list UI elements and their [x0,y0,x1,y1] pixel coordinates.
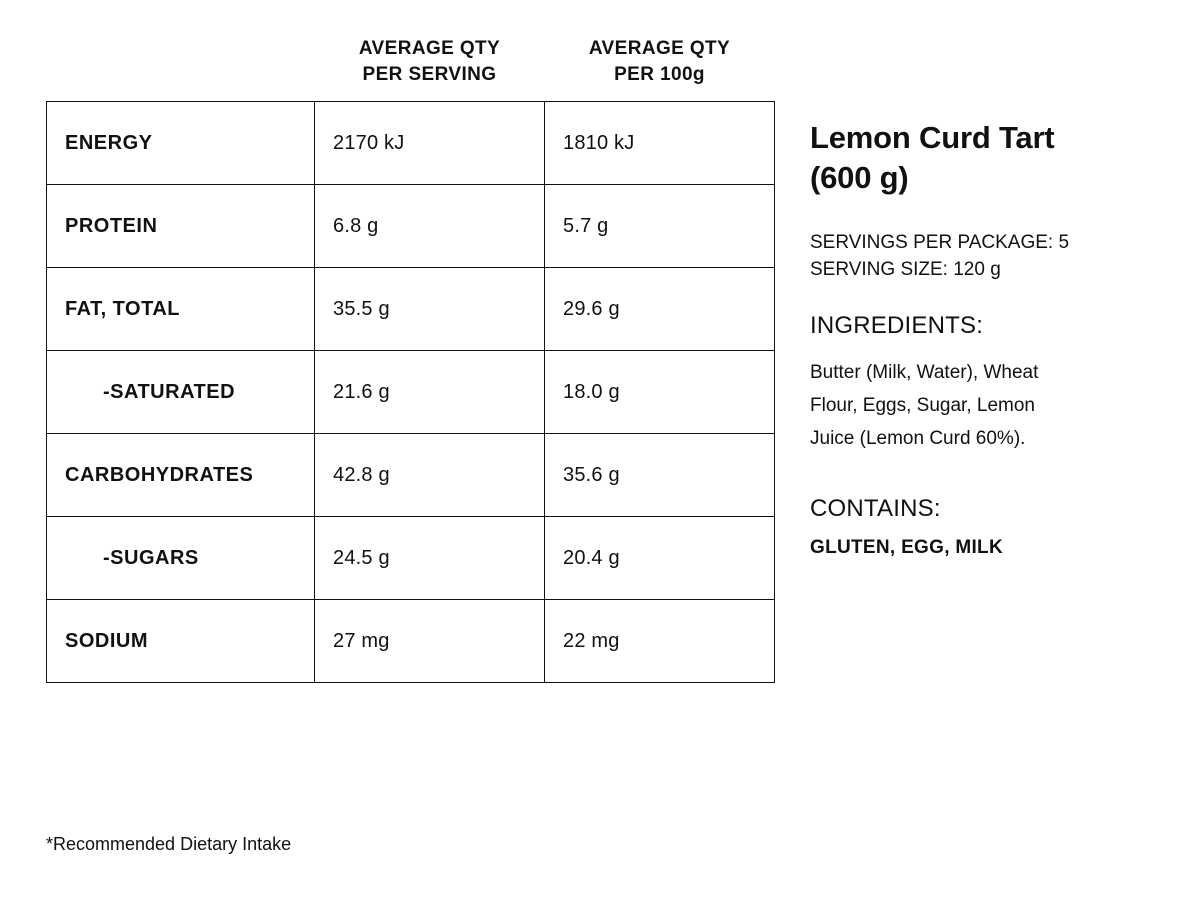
footnote: *Recommended Dietary Intake [46,834,292,854]
serving-size: SERVING SIZE: 120 g [810,259,1001,281]
nutrient-label: CARBOHYDRATES [47,434,315,517]
column-header-nutrient [47,36,315,102]
product-information-panel [810,118,1150,559]
value-per-serving: 42.8 g [315,434,545,517]
table-row [47,268,775,351]
column-header-per-100g-line2: PER 100g [614,63,705,85]
value-per-serving: 21.6 g [315,351,545,434]
column-header-per-100g [545,36,775,102]
value-per-100g: 5.7 g [545,185,775,268]
nutrient-label: FAT, TOTAL [47,268,315,351]
value-per-100g: 35.6 g [545,434,775,517]
nutrient-label: SODIUM [47,600,315,683]
table-row [47,434,775,517]
table-row [47,102,775,185]
allergen-list: GLUTEN, EGG, MILK [810,537,1003,559]
table-header [47,36,775,102]
nutrient-label: PROTEIN [47,185,315,268]
table-row [47,185,775,268]
product-title [810,118,1150,199]
column-header-per-serving-line1: AVERAGE QTY [358,38,501,59]
value-per-serving: 6.8 g [315,185,545,268]
value-per-100g: 22 mg [545,600,775,683]
ingredients-heading: INGREDIENTS: [810,311,984,339]
table-row [47,517,775,600]
table-row [47,600,775,683]
nutrient-label: ENERGY [47,102,315,185]
servings-per-package: SERVINGS PER PACKAGE: 5 [810,231,1070,253]
table-body [47,102,775,683]
value-per-serving: 27 mg [315,600,545,683]
nutrient-label: -SATURATED [47,351,315,434]
column-header-per-serving-line2: PER SERVING [362,63,497,85]
product-title-line1: Lemon Curd Tart [810,120,1055,155]
table-row [47,351,775,434]
value-per-100g: 29.6 g [545,268,775,351]
column-header-per-serving [315,36,545,102]
value-per-serving: 35.5 g [315,268,545,351]
servings-block [810,229,1150,284]
nutrient-label: -SUGARS [47,517,315,600]
ingredients-text: Butter (Milk, Water), Wheat Flour, Eggs, Sugar, Lemon Juice (Lemon Curd 60%). [810,361,1039,450]
value-per-serving: 2170 kJ [315,102,545,185]
column-header-per-100g-line1: AVERAGE QTY [588,38,731,59]
value-per-100g: 1810 kJ [545,102,775,185]
value-per-100g: 20.4 g [545,517,775,600]
contains-heading: CONTAINS: [810,495,941,523]
product-title-line2: (600 g) [810,160,909,196]
table-header-row [47,36,775,102]
value-per-serving: 24.5 g [315,517,545,600]
nutrition-information-panel [46,36,774,683]
value-per-100g: 18.0 g [545,351,775,434]
nutrition-table [46,36,775,683]
